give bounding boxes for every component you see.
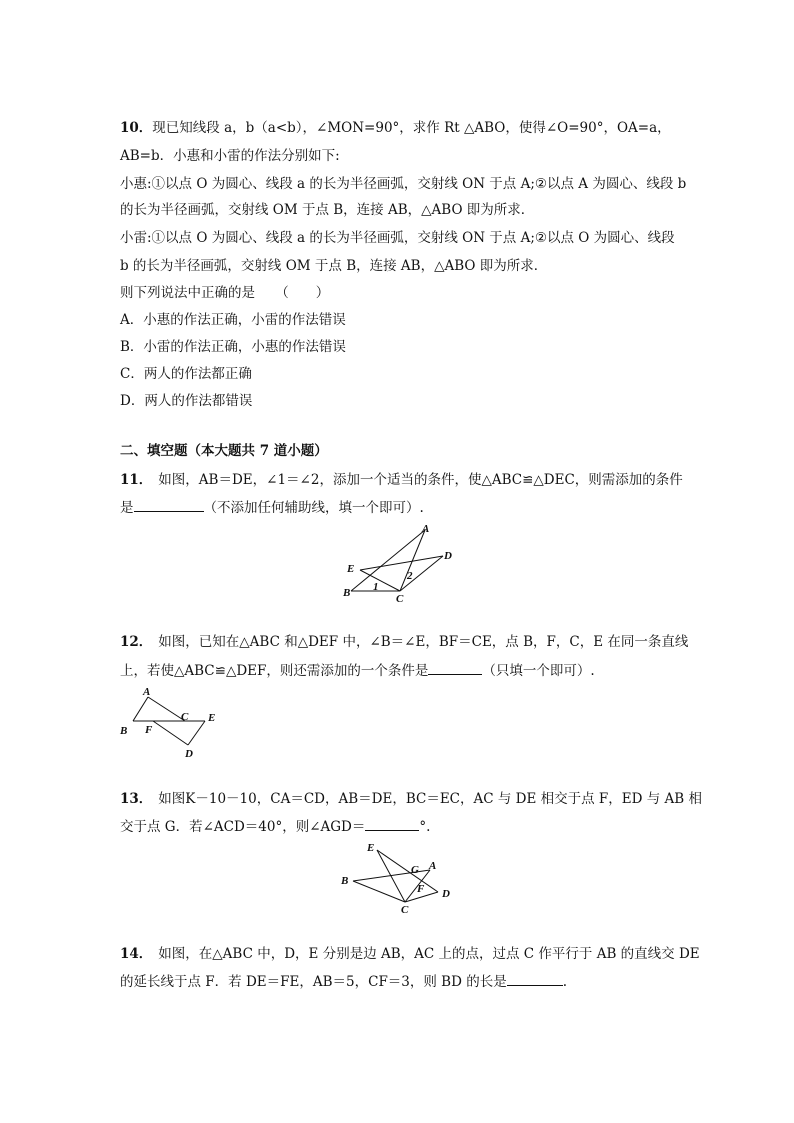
q13-label-g: G <box>411 864 419 876</box>
q10-line1: 10．现已知线段 a，b（a<b），∠MON=90°，求作 Rt △ABO，使得∠O=90°，OA=a， <box>120 120 671 136</box>
q11-line1: 11． 如图，AB＝DE，∠1＝∠2，添加一个适当的条件，使△ABC≌△DEC，则需添加的条件 <box>120 472 683 488</box>
q11-label-angle1: 1 <box>373 581 379 593</box>
q13-label-e: E <box>367 842 375 854</box>
q10-option-d: D．两人的作法都错误 <box>120 393 253 409</box>
q14-answer-blank <box>507 971 563 986</box>
q11-label-c: C <box>396 593 404 605</box>
section-title: 二、填空题（本大题共 7 道小题） <box>120 443 328 459</box>
q13-label-d: D <box>442 888 450 900</box>
q12-label-e: E <box>208 712 216 724</box>
q10-number: 10． <box>120 120 153 136</box>
q12-line2: 上，若使△ABC≌△DEF，则还需添加的一个条件是 （只填一个即可）. <box>120 660 595 681</box>
q13-label-a: A <box>429 860 437 872</box>
q12-label-b: B <box>120 725 128 737</box>
q14-line1: 14． 如图，在△ABC 中，D，E 分别是边 AB，AC 上的点，过点 C 作平行于 AB 的直线交 DE <box>120 946 700 962</box>
q12-label-a: A <box>143 686 151 698</box>
q10-line5: 小雷:①以点 O 为圆心、线段 a 的长为半径画弧，交射线 ON 于点 A;②以点 O 为圆心、线段 <box>120 230 675 246</box>
q11-label-b: B <box>343 587 351 599</box>
q14-number: 14． <box>120 946 153 962</box>
q11-label-e: E <box>347 563 355 575</box>
q12-label-f: F <box>145 724 153 736</box>
q13-line2: 交于点 G．若∠ACD＝40°，则∠AGD＝ °. <box>120 816 430 837</box>
q11-figure <box>335 520 475 610</box>
q13-figure <box>335 838 465 918</box>
q11-label-a: A <box>422 523 430 535</box>
q13-label-f: F <box>417 883 425 895</box>
q10-option-c: C．两人的作法都正确 <box>120 366 252 382</box>
q12-label-d: D <box>185 748 193 760</box>
q13-label-b: B <box>341 875 349 887</box>
q12-answer-blank <box>428 660 482 675</box>
q11-label-d: D <box>444 550 452 562</box>
q13-number: 13． <box>120 791 153 807</box>
q13-label-c: C <box>401 904 409 916</box>
q11-answer-blank <box>134 497 204 512</box>
q10-option-a: A．小惠的作法正确，小雷的作法错误 <box>120 312 346 328</box>
q11-label-angle2: 2 <box>407 570 413 582</box>
q10-question: 则下列说法中正确的是 （ ） <box>120 285 330 301</box>
q10-line3: 小惠:①以点 O 为圆心、线段 a 的长为半径画弧，交射线 ON 于点 A;②以点 A 为圆心、线段 b <box>120 176 687 192</box>
q12-line1: 12． 如图，已知在△ABC 和△DEF 中，∠B＝∠E，BF＝CE，点 B，F，C，E 在同一条直线 <box>120 634 689 650</box>
q14-line2: 的延长线于点 F．若 DE＝FE，AB＝5，CF＝3，则 BD 的长是 . <box>120 971 567 992</box>
q11-line2: 是 （不添加任何辅助线，填一个即可）. <box>120 497 424 518</box>
q12-figure <box>115 683 225 763</box>
q11-number: 11． <box>120 472 153 488</box>
q10-line6: b 的长为半径画弧，交射线 OM 于点 B，连接 AB，△ABO 即为所求． <box>120 258 548 274</box>
q12-number: 12． <box>120 634 153 650</box>
q10-line4: 的长为半径画弧，交射线 OM 于点 B，连接 AB，△ABO 即为所求． <box>120 202 535 218</box>
q13-answer-blank <box>365 816 419 831</box>
q12-label-c: C <box>181 711 189 723</box>
q10-line2: AB=b．小惠和小雷的作法分别如下: <box>120 148 340 164</box>
q13-line1: 13． 如图K－10－10，CA＝CD，AB＝DE，BC＝EC，AC 与 DE 相交于点 F，ED 与 AB 相 <box>120 791 703 807</box>
q10-option-b: B．小雷的作法正确，小惠的作法错误 <box>120 339 346 355</box>
